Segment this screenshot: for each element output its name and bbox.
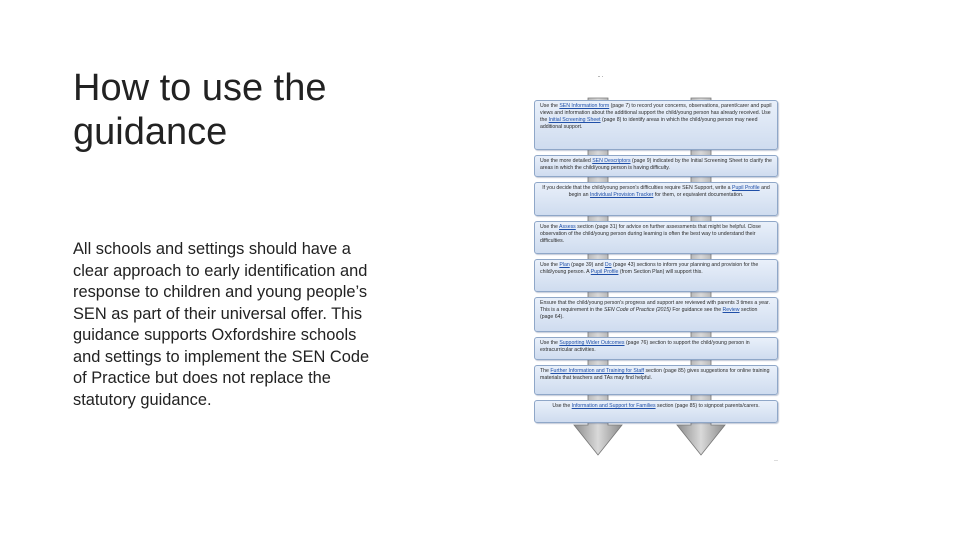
flow-step-9: [534, 400, 778, 423]
flow-text: Use the: [540, 262, 560, 268]
flowchart-image: [510, 70, 790, 470]
flow-text: SEN Code of Practice (2015): [604, 307, 671, 313]
flow-link[interactable]: Supporting Wider Outcomes: [559, 340, 625, 346]
flow-text: Ensure that the child/young person's progress and support are reviewed with parents 3 times a year. This is a requirement in the: [540, 300, 770, 313]
top-mark: - ·: [598, 74, 604, 80]
flow-text: Use the more detailed: [540, 158, 593, 164]
flow-step-6: [534, 297, 778, 332]
flow-step-7: [534, 337, 778, 360]
flow-text: Use the: [540, 224, 560, 230]
flow-link[interactable]: SEN Information form: [559, 103, 610, 109]
flow-text: section (page 64).: [540, 307, 758, 320]
flow-text: (page 7) to record your concerns, observations, parent/carer and pupil views and information about the additional support the child/young person has already received. Use the: [540, 103, 772, 123]
flow-text: For guidance see the: [670, 307, 723, 313]
flow-link[interactable]: Initial Screening Sheet: [548, 117, 601, 123]
flow-text: section (page 85) to signpost parents/carers.: [655, 403, 760, 409]
flow-text: If you decide that the child/young person's difficulties require SEN Support, write a: [542, 185, 732, 191]
flow-link[interactable]: Information and Support for Families: [571, 403, 656, 409]
flow-text: and begin an: [568, 185, 770, 198]
flow-link[interactable]: Individual Provision Tracker: [589, 192, 654, 198]
slide-body-text: All schools and settings should have a clear approach to early identification and response to children and young people’s SEN as part of their universal offer. This guidance supports Oxfordshire schools and settings to implement the SEN Code of Practice but does not replace the statutory guidance.: [73, 240, 370, 409]
flow-step-8: [534, 365, 778, 395]
flow-text: (page 39) and: [569, 262, 605, 268]
flow-step-3: [534, 182, 778, 216]
flow-text: section (page 85) gives suggestions for online training materials that teachers and TAs may find helpful.: [540, 368, 770, 381]
flow-link[interactable]: Further Information and Training for Staff: [550, 368, 645, 374]
flow-text: (page 8) to identify areas in which the child/young person may need additional support.: [540, 117, 758, 130]
flow-link[interactable]: Assess: [559, 224, 576, 230]
flow-step-2: [534, 155, 778, 177]
flow-link[interactable]: Review: [722, 307, 740, 313]
flow-text: (page 76) section to support the child/young person in extracurricular activities.: [540, 340, 750, 353]
flow-text: Use the: [540, 340, 560, 346]
flow-text: (from Section Plan) will support this.: [618, 269, 703, 275]
flow-text: for them, or equivalent documentation.: [653, 192, 744, 198]
corner-mark: ··: [774, 458, 778, 464]
flow-step-5: [534, 259, 778, 292]
flow-link[interactable]: Pupil Profile: [590, 269, 619, 275]
flow-text: section (page 31) for advice on further assessments that might be helpful. Close observation of the child/young person during learning is often the best way to understand their difficulties.: [540, 224, 761, 244]
flow-text: (page 9) indicated by the Initial Screening Sheet to clarify the areas in which the child/young person is having difficulty.: [540, 158, 772, 171]
flow-text: Use the: [552, 403, 572, 409]
flow-text: Use the: [540, 103, 560, 109]
flow-text: The: [540, 368, 551, 374]
flow-step-1: [534, 100, 778, 150]
flow-step-4: [534, 221, 778, 254]
flow-link[interactable]: Plan: [559, 262, 570, 268]
slide-title: How to use the guidance: [73, 67, 327, 153]
flow-text: (page 43) sections to inform your planning and provision for the child/young person. A: [540, 262, 759, 275]
flow-link[interactable]: SEN Descriptors: [592, 158, 631, 164]
flow-link[interactable]: Do: [604, 262, 612, 268]
flow-link[interactable]: Pupil Profile: [731, 185, 760, 191]
